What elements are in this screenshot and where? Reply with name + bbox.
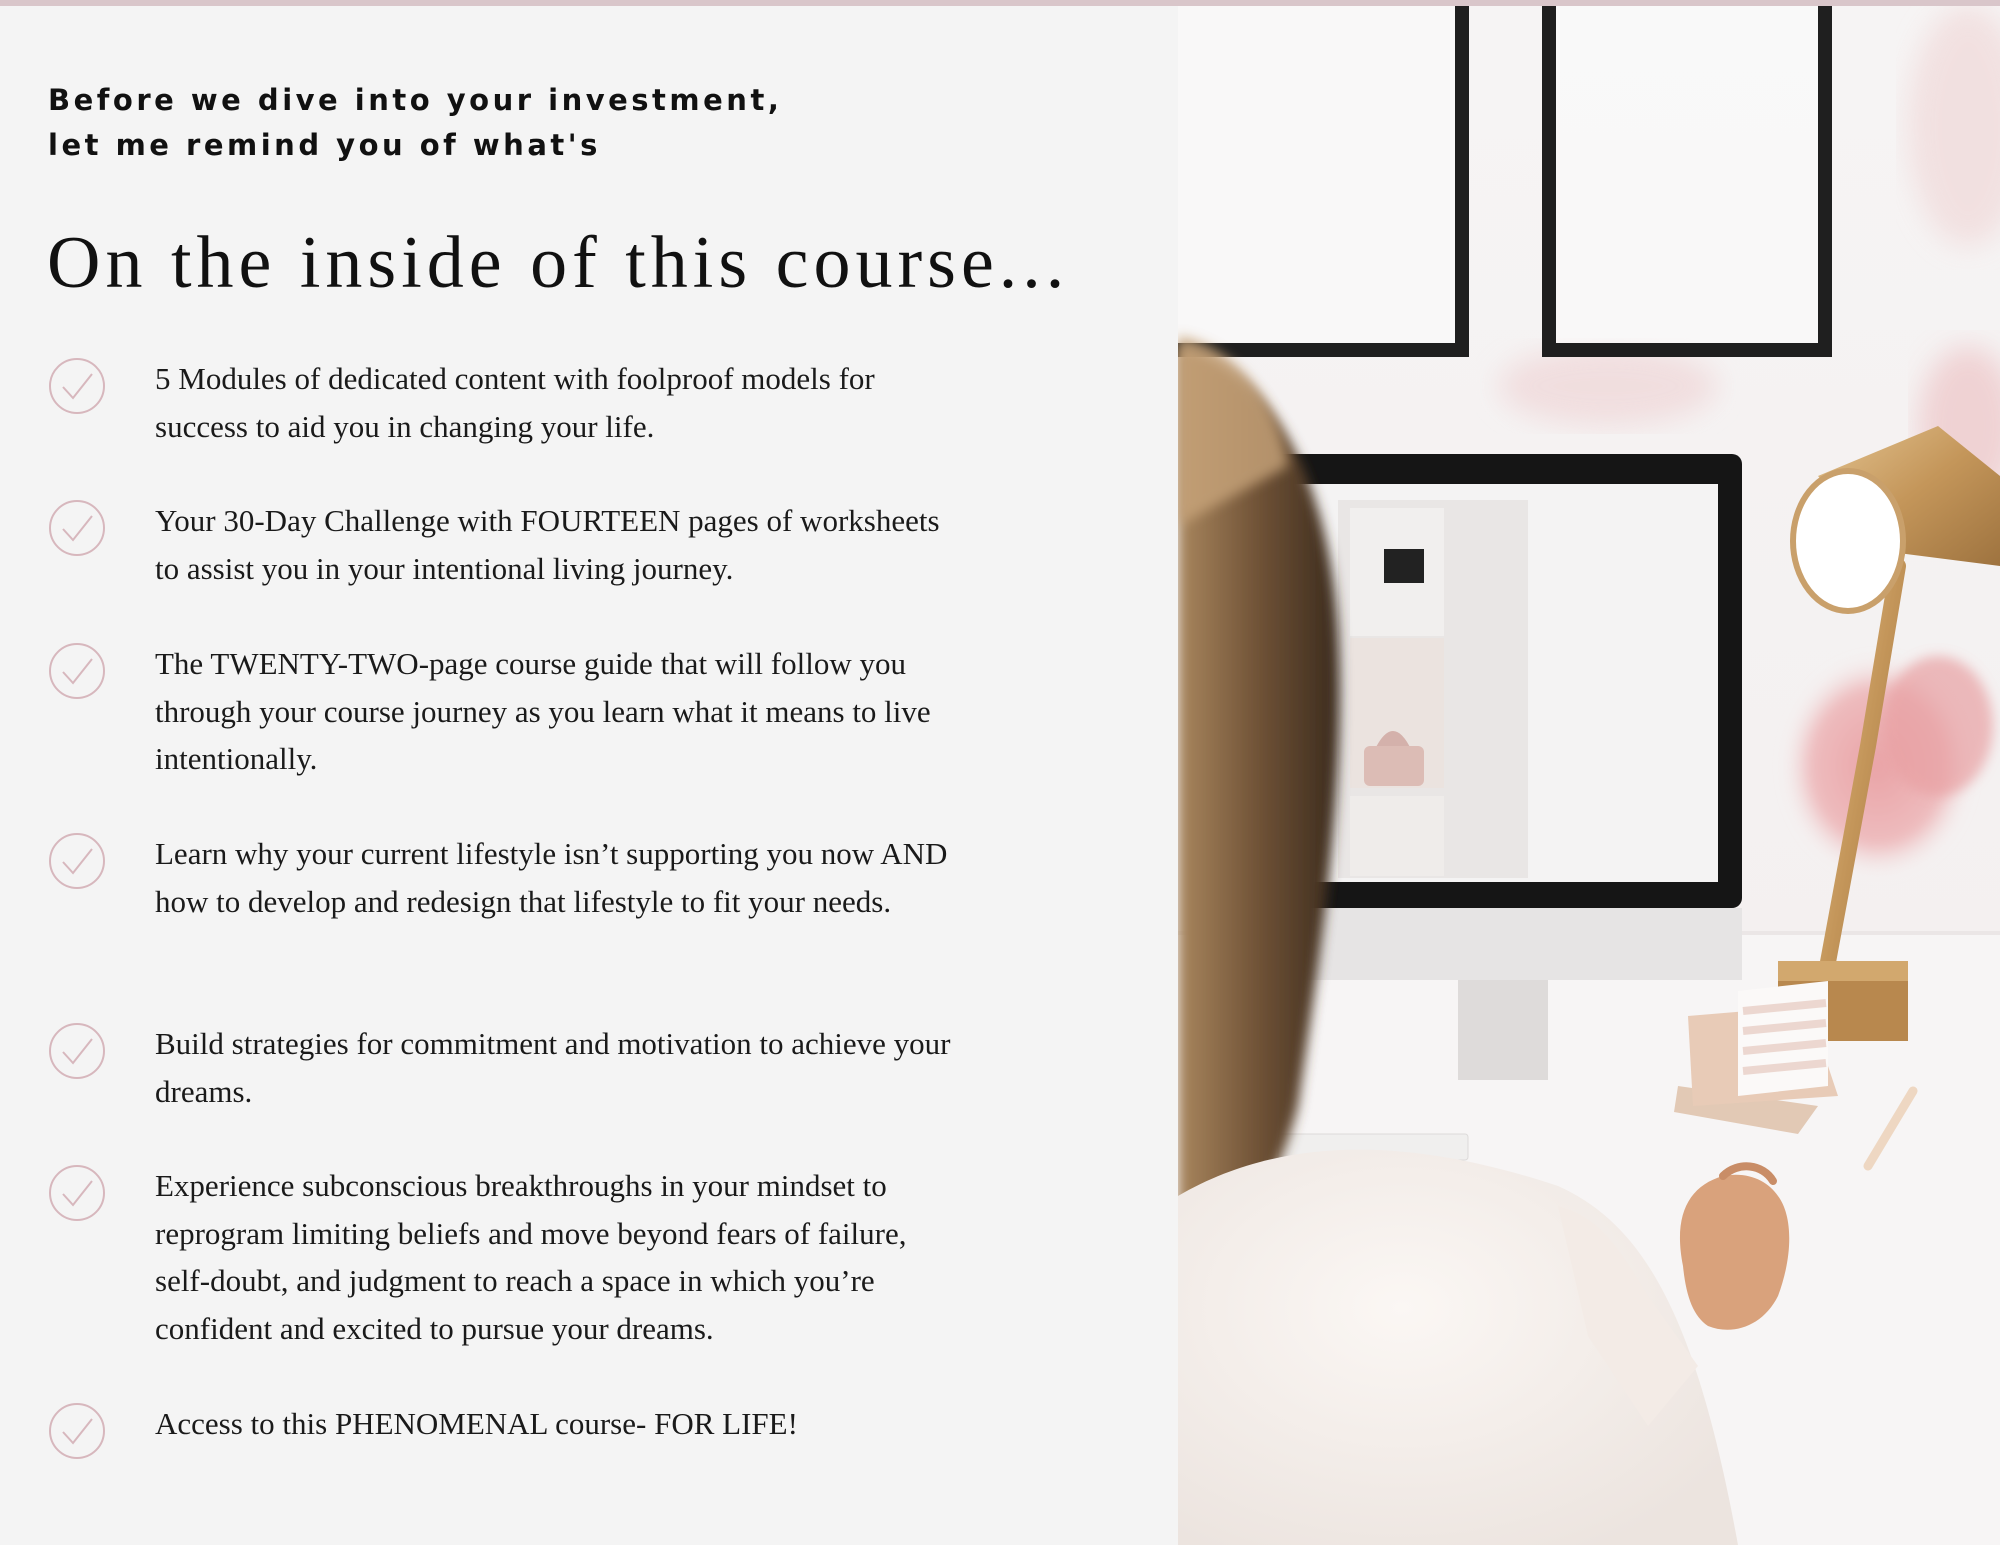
list-item-line: The TWENTY-TWO-page course guide that will follow you: [155, 646, 906, 681]
list-item-line: confident and excited to pursue your dreams.: [155, 1310, 714, 1346]
check-circle-icon: [48, 357, 106, 415]
list-item-text: [155, 640, 1155, 783]
check-circle-icon: [48, 499, 106, 557]
intro-line-1: Before we dive into your investment,: [48, 83, 783, 117]
list-item-text: [155, 497, 1155, 592]
intro-line-2: let me remind you of what's: [48, 128, 601, 162]
list-item-line: Access to this PHENOMENAL course- FOR LIFE!: [155, 1406, 798, 1441]
list-item-line: self-doubt, and judgment to reach a space in which you’re: [155, 1263, 875, 1298]
list-item-line: Your 30-Day Challenge with FOURTEEN pages of worksheets: [155, 503, 940, 538]
list-item-line: Learn why your current lifestyle isn’t supporting you now AND: [155, 836, 948, 871]
list-item-line: reprogram limiting beliefs and move beyond fears of failure,: [155, 1215, 907, 1251]
list-item-text: [155, 1162, 1155, 1352]
check-circle-icon: [48, 1402, 106, 1460]
list-item-line: Experience subconscious breakthroughs in your mindset to: [155, 1168, 887, 1203]
check-circle-icon: [48, 1022, 106, 1080]
list-item-line: dreams.: [155, 1073, 253, 1109]
intro-text: [48, 78, 1048, 168]
list-item-line: success to aid you in changing your life.: [155, 408, 655, 444]
check-circle-icon: [48, 1164, 106, 1222]
list-item-text: [155, 1400, 1155, 1448]
check-circle-icon: [48, 832, 106, 890]
list-item-text: [155, 830, 1155, 925]
list-item-line: intentionally.: [155, 741, 318, 776]
list-item-line: how to develop and redesign that lifestyle to fit your needs.: [155, 883, 892, 919]
check-circle-icon: [48, 642, 106, 700]
list-item-line: Build strategies for commitment and motivation to achieve your: [155, 1026, 951, 1061]
list-item-text: [155, 355, 1155, 450]
list-item-line: to assist you in your intentional living journey.: [155, 550, 734, 586]
desk-photo: [1178, 6, 2000, 1545]
list-item-text: [155, 1020, 1155, 1115]
page-title: On the inside of this course...: [47, 222, 1070, 304]
list-item-line: 5 Modules of dedicated content with foolproof models for: [155, 361, 875, 396]
list-item-line: through your course journey as you learn what it means to live: [155, 693, 931, 729]
